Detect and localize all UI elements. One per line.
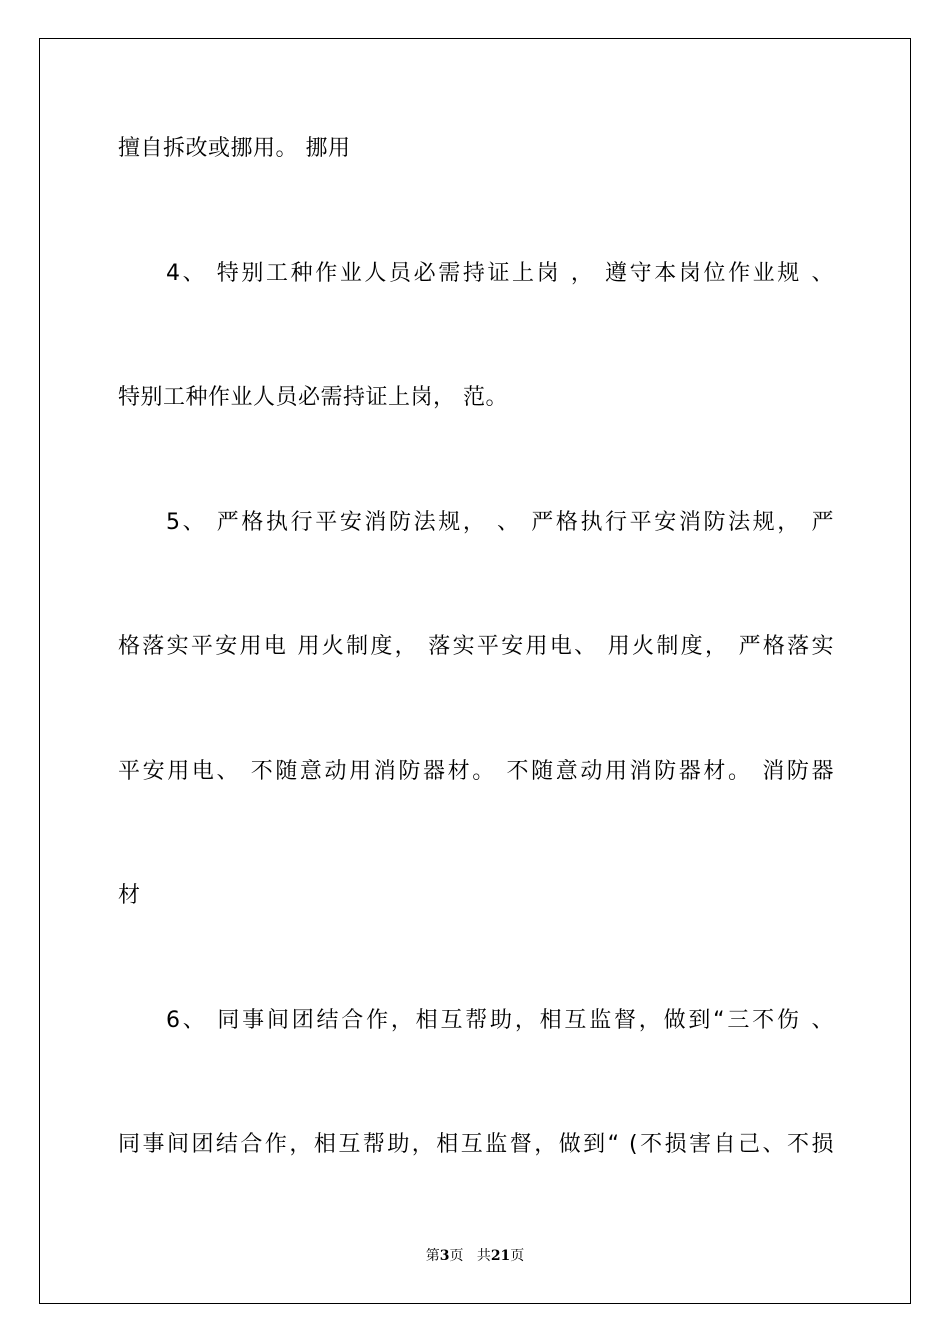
text-line-1: 擅自拆改或挪用。 挪用 [118,136,351,161]
text-line-3: 特别工种作业人员必需持证上岗， 范。 [118,385,508,410]
text-line-4: 5、 严格执行平安消防法规， 、 严格执行平安消防法规， 严 [166,510,834,535]
text-line-6: 平安用电、 不随意动用消防器材。 不随意动用消防器材。 消防器 [118,759,834,784]
footer-total-prefix: 共 [476,1248,491,1264]
footer-page-number: 3 [439,1248,450,1264]
footer-page-prefix: 第 [425,1248,440,1264]
footer-total-pages: 21 [490,1248,511,1264]
text-line-8: 6、 同事间团结合作，相互帮助，相互监督，做到“三不伤 、 [166,1008,834,1033]
text-line-9: 同事间团结合作，相互帮助，相互监督，做到“ (不损害自己、不损 [118,1132,834,1157]
text-line-5: 格落实平安用电 用火制度， 落实平安用电、 用火制度， 严格落实 [118,634,834,659]
footer-page-suffix: 页 [449,1248,464,1264]
page-border [39,38,911,1304]
text-line-2: 4、 特别工种作业人员必需持证上岗 ， 遵守本岗位作业规 、 [166,261,834,286]
footer-total-suffix: 页 [510,1248,525,1264]
text-line-7: 材 [118,883,141,908]
page-footer [0,1247,950,1265]
